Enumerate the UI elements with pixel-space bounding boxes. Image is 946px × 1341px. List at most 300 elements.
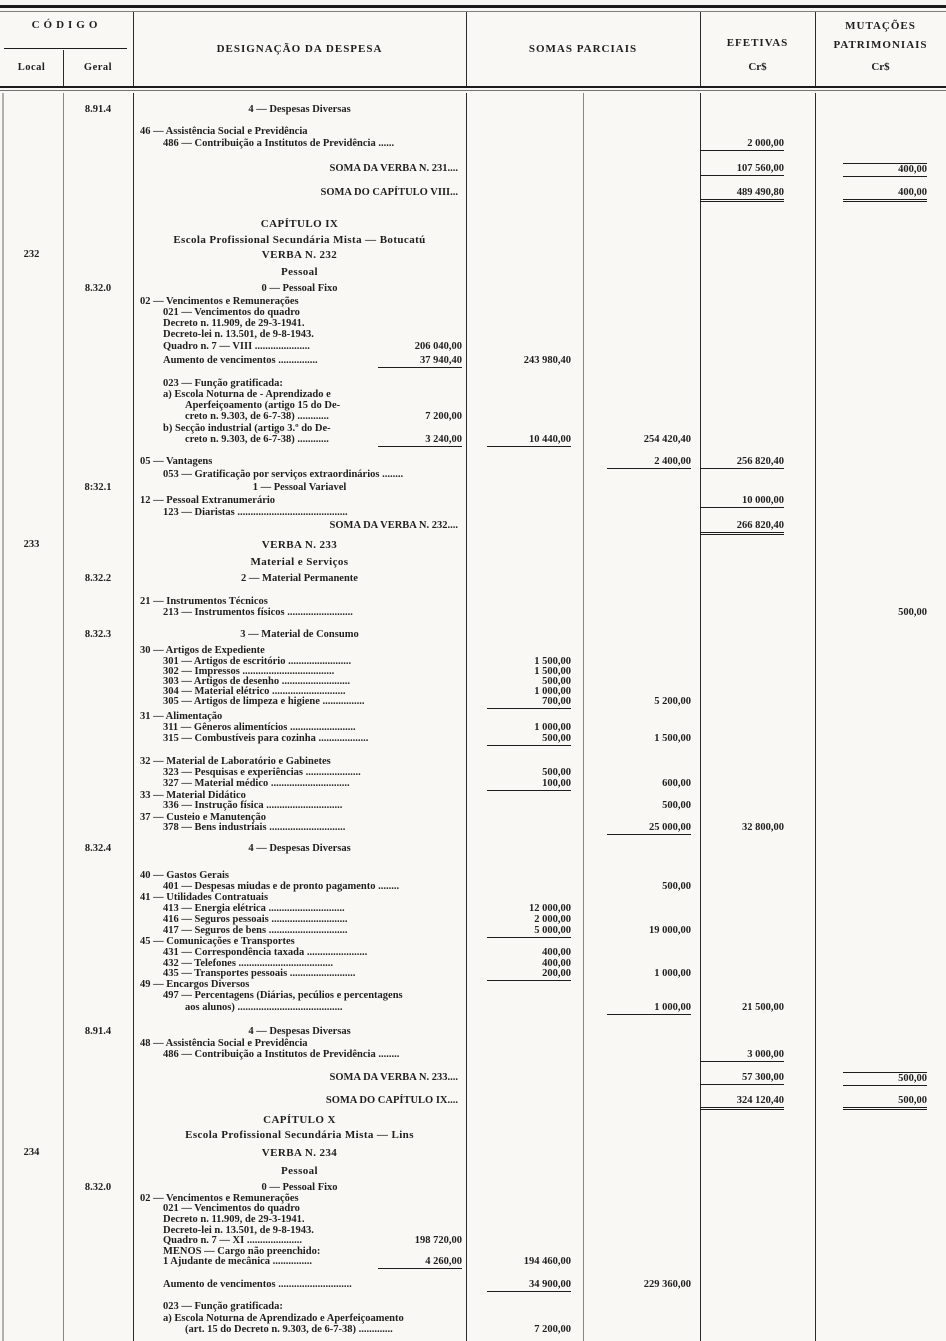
top-rule-heavy [0, 5, 946, 8]
amount-efetivas [700, 104, 815, 117]
designation-text: 49 — Encargos Diversos [140, 979, 250, 990]
amount-parcial-1 [466, 573, 583, 586]
designation-text: MENOS — Cargo não preenchido: [163, 1246, 321, 1257]
designation-text: 486 — Contribuição a Institutos de Previdência ...... [163, 138, 395, 149]
geral-code [63, 1279, 133, 1292]
designation-text: 40 — Gastos Gerais [140, 870, 229, 881]
designation-text: b) Secção industrial (artigo 3.º do De- [163, 423, 331, 434]
amount-parcial-2 [583, 1256, 700, 1269]
amount-parcial-1: 7 200,00 [534, 1324, 571, 1335]
amount-parcial-2 [583, 138, 700, 151]
table-row [0, 1002, 946, 1015]
designation-text: 416 — Seguros pessoais ............................. [163, 914, 348, 925]
table-row [0, 234, 946, 247]
amount-parcial-1 [466, 1114, 583, 1127]
header-mutacoes-line1: MUTAÇÕES [845, 20, 916, 32]
geral-code [63, 1095, 133, 1110]
amount-parcial-1: 12 000,00 [529, 903, 571, 914]
table-row [0, 733, 946, 746]
designation-text: 33 — Material Didático [140, 790, 246, 801]
table-row [0, 607, 946, 620]
amount-parcial-2: 600,00 [662, 778, 691, 789]
amount-parcial-2 [583, 104, 700, 117]
geral-code [63, 341, 133, 354]
amount-parcial-1: 100,00 [466, 778, 583, 791]
geral-code: 8.32.0 [84, 283, 112, 294]
table-row [0, 138, 946, 151]
amount-mutacoes [815, 482, 946, 495]
geral-code: 8:32.1 [84, 482, 112, 493]
designation-text: a) Escola Noturna de Aprendizado e Aperfeiçoamento [163, 1313, 404, 1324]
table-row [0, 539, 946, 552]
amount-mutacoes [815, 507, 946, 520]
amount-mutacoes [815, 1165, 946, 1178]
geral-code: 8.32.2 [84, 573, 112, 584]
amount-parcial-1 [466, 822, 583, 835]
amount-parcial-1: 400,00 [542, 947, 571, 958]
geral-code [63, 1165, 133, 1178]
table-row [0, 341, 946, 354]
geral-code [63, 469, 133, 482]
amount-mutacoes: 400,00 [815, 163, 946, 177]
amount-parcial-1: 1 500,00 [534, 666, 571, 677]
designation-text: Decreto-lei n. 13.501, de 9-8-1943. [163, 1225, 314, 1236]
designation-text: 417 — Seguros de bens .............................. [163, 925, 348, 936]
local-code: 232 [23, 249, 40, 260]
local-code [0, 1049, 63, 1062]
amount-mutacoes [815, 733, 946, 746]
amount-parcial-1 [466, 607, 583, 620]
amount-efetivas [700, 1324, 815, 1337]
designation-text: 4 — Despesas Diversas [248, 104, 351, 115]
designation-text: 48 — Assistência Social e Previdência [140, 1038, 308, 1049]
amount-efetivas [700, 434, 815, 447]
local-code [0, 507, 63, 520]
designation-text: Decreto n. 11.909, de 29-3-1941. [163, 1214, 305, 1225]
geral-code [63, 1049, 133, 1062]
geral-code [63, 822, 133, 835]
header-mutacoes-line2: PATRIMONIAIS [833, 39, 928, 51]
table-row [0, 456, 946, 469]
local-code [0, 520, 63, 535]
header-bottom-rule-thin [0, 90, 946, 91]
geral-code [63, 507, 133, 520]
local-code [0, 266, 63, 279]
amount-parcial-2 [583, 507, 700, 520]
amount-mutacoes: 500,00 [815, 1095, 946, 1110]
amount-parcial-2: 254 420,40 [643, 434, 691, 445]
amount-parcial-1 [466, 469, 583, 482]
local-code [0, 469, 63, 482]
amount-parcial-2 [583, 539, 700, 552]
designation-text: Quadro n. 7 — VIII ..................... 206 040,00 [163, 341, 462, 352]
header-divider-geral-designacao [133, 12, 134, 86]
designation-text: 401 — Despesas miudas e de pronto pagamento ........ [163, 881, 400, 892]
header-efetivas: EFETIVAS [726, 37, 789, 49]
local-code [0, 733, 63, 746]
amount-parcial-2 [583, 249, 700, 262]
designation-text: 301 — Artigos de escritório ........................ [163, 656, 352, 667]
amount-parcial-1: 500,00 [466, 733, 583, 746]
designation-text: 486 — Contribuição a Institutos de Previdência ........ [163, 1049, 400, 1060]
designation-text: SOMA DA VERBA N. 232.... [329, 520, 458, 531]
designation-text: 327 — Material médico .............................. [163, 778, 350, 789]
amount-efetivas: 21 500,00 [742, 1002, 784, 1013]
local-code: 233 [23, 539, 40, 550]
table-row [0, 1256, 946, 1269]
header-designacao: DESIGNAÇÃO DA DESPESA [216, 43, 383, 55]
table-row [0, 1165, 946, 1178]
amount-parcial-2: 25 000,00 [583, 822, 700, 835]
table-row [0, 1279, 946, 1292]
designation-text: VERBA N. 232 [261, 249, 338, 261]
geral-code [63, 1072, 133, 1086]
amount-mutacoes [815, 266, 946, 279]
amount-parcial-1 [466, 629, 583, 642]
local-code [0, 1114, 63, 1127]
amount-parcial-1: 2 000,00 [534, 914, 571, 925]
amount-mutacoes [815, 556, 946, 569]
amount-parcial-2 [583, 187, 700, 202]
table-row [0, 1072, 946, 1085]
local-code [0, 1256, 63, 1269]
amount-parcial-1 [466, 520, 583, 535]
amount-parcial-1: 5 000,00 [466, 925, 583, 938]
local-code [0, 163, 63, 177]
designation-text: 30 — Artigos de Expediente [140, 645, 265, 656]
amount-efetivas [700, 733, 815, 746]
header-codigo: CÓDIGO [31, 19, 102, 31]
amount-parcial-1: 200,00 [466, 968, 583, 981]
amount-efetivas: 32 800,00 [742, 822, 784, 833]
geral-code: 8.91.4 [84, 104, 112, 115]
amount-mutacoes [815, 629, 946, 642]
amount-efetivas [700, 283, 815, 296]
table-row [0, 696, 946, 709]
amount-parcial-1 [466, 104, 583, 117]
amount-parcial-1 [466, 1049, 583, 1062]
amount-parcial-2 [583, 1165, 700, 1178]
designation-text: 413 — Energia elétrica ............................. [163, 903, 345, 914]
table-row [0, 163, 946, 176]
designation-text: 302 — Impressos ................................... [163, 666, 335, 677]
amount-parcial-2 [583, 1049, 700, 1062]
amount-parcial-2 [583, 355, 700, 368]
designation-text: 023 — Função gratificada: [163, 378, 283, 389]
amount-parcial-2: 500,00 [662, 800, 691, 811]
local-code [0, 696, 63, 709]
header-geral: Geral [83, 62, 113, 73]
amount-parcial-2 [583, 520, 700, 535]
codigo-underline [4, 48, 127, 49]
local-code [0, 355, 63, 368]
designation-text: 323 — Pesquisas e experiências ..................... [163, 767, 361, 778]
amount-parcial-2 [583, 843, 700, 856]
amount-efetivas: 107 560,00 [700, 163, 815, 177]
header-efetivas-unit: Cr$ [748, 61, 767, 73]
amount-parcial-2 [583, 1095, 700, 1110]
amount-parcial-1: 243 980,40 [523, 355, 571, 366]
amount-efetivas: 2 000,00 [700, 138, 815, 151]
amount-parcial-1: 700,00 [466, 696, 583, 709]
table-row [0, 1324, 946, 1337]
amount-parcial-1: 500,00 [542, 767, 571, 778]
header-somas-parciais: SOMAS PARCIAIS [528, 43, 638, 55]
local-code [0, 1324, 63, 1337]
amount-mutacoes [815, 218, 946, 231]
table-row [0, 249, 946, 262]
amount-mutacoes [815, 1147, 946, 1160]
amount-parcial-2 [583, 1147, 700, 1160]
designation-text: 32 — Material de Laboratório e Gabinetes [140, 756, 331, 767]
designation-text: VERBA N. 233 [261, 539, 338, 551]
geral-code [63, 456, 133, 469]
header-bottom-rule-heavy [0, 86, 946, 88]
amount-mutacoes [815, 520, 946, 535]
geral-code [63, 234, 133, 247]
geral-code [63, 249, 133, 262]
geral-code [63, 1147, 133, 1160]
amount-efetivas [700, 482, 815, 495]
designation-text: 02 — Vencimentos e Remunerações [140, 296, 299, 307]
amount-efetivas: 266 820,40 [700, 520, 815, 535]
table-row [0, 104, 946, 117]
geral-code [63, 1324, 133, 1337]
amount-parcial-2 [583, 163, 700, 177]
table-row [0, 187, 946, 200]
amount-mutacoes [815, 283, 946, 296]
designation-text: (art. 15 do Decreto n. 9.303, de 6-7-38) ............. [185, 1324, 393, 1335]
amount-efetivas: 10 000,00 [700, 495, 815, 508]
geral-code [63, 355, 133, 368]
designation-text: a) Escola Noturna de - Aprendizado e [163, 389, 331, 400]
amount-parcial-2 [583, 234, 700, 247]
amount-efetivas [700, 539, 815, 552]
amount-efetivas [700, 341, 815, 354]
amount-efetivas [700, 573, 815, 586]
table-row [0, 355, 946, 368]
header-mutacoes-unit: Cr$ [871, 61, 890, 73]
table-row [0, 822, 946, 835]
amount-mutacoes [815, 249, 946, 262]
table-row [0, 434, 946, 447]
table-row [0, 629, 946, 642]
amount-efetivas [700, 607, 815, 620]
local-code [0, 607, 63, 620]
amount-mutacoes [815, 234, 946, 247]
designation-text: 435 — Transportes pessoais ......................... [163, 968, 356, 979]
amount-efetivas [700, 249, 815, 262]
amount-parcial-1 [466, 187, 583, 202]
geral-code [63, 163, 133, 177]
table-row [0, 573, 946, 586]
amount-parcial-1: 400,00 [542, 958, 571, 969]
designation-text: 303 — Artigos de desenho .......................... [163, 676, 350, 687]
amount-parcial-2 [583, 266, 700, 279]
designation-text: Decreto-lei n. 13.501, de 9-8-1943. [163, 329, 314, 340]
amount-parcial-1 [466, 234, 583, 247]
amount-mutacoes [815, 573, 946, 586]
header-divider-efetivas-mutacoes [815, 12, 816, 86]
local-code [0, 573, 63, 586]
local-code [0, 1095, 63, 1110]
local-code [0, 218, 63, 231]
amount-efetivas [700, 1147, 815, 1160]
local-code [0, 1072, 63, 1086]
amount-mutacoes [815, 355, 946, 368]
amount-mutacoes: 500,00 [898, 607, 927, 618]
amount-parcial-1 [466, 218, 583, 231]
local-code [0, 283, 63, 296]
designation-text: 432 — Telefones .................................... [163, 958, 334, 969]
amount-parcial-2: 1 000,00 [654, 968, 691, 979]
designation-text: Aumento de vencimentos ............... 37 940,40 [163, 355, 462, 366]
amount-parcial-1 [466, 843, 583, 856]
local-code [0, 434, 63, 447]
amount-parcial-1: 10 440,00 [466, 434, 583, 447]
amount-efetivas [700, 266, 815, 279]
table-row [0, 1114, 946, 1127]
local-code [0, 1279, 63, 1292]
designation-text: 4 — Despesas Diversas [248, 1026, 351, 1037]
local-code [0, 104, 63, 117]
amount-parcial-2 [583, 283, 700, 296]
amount-parcial-1 [466, 163, 583, 177]
amount-parcial-1 [466, 266, 583, 279]
designation-text: 1 — Pessoal Variavel [252, 482, 347, 493]
geral-code [63, 556, 133, 569]
designation-text: 021 — Vencimentos do quadro [163, 1203, 300, 1214]
amount-mutacoes [815, 138, 946, 151]
local-code: 234 [23, 1147, 40, 1158]
amount-efetivas [700, 234, 815, 247]
geral-code [63, 187, 133, 202]
designation-text: 053 — Gratificação por serviços extraordinários ........ [163, 469, 404, 480]
header-divider-somas-efetivas [700, 12, 701, 86]
amount-efetivas: 256 820,40 [700, 456, 815, 469]
amount-parcial-1 [466, 507, 583, 520]
amount-designation: 3 240,00 [378, 434, 462, 447]
amount-parcial-2 [583, 1114, 700, 1127]
designation-text: 2 — Material Permanente [241, 573, 358, 584]
geral-code: 8.32.0 [84, 1182, 112, 1193]
amount-designation: 37 940,40 [378, 355, 462, 368]
table-row [0, 469, 946, 482]
local-code [0, 482, 63, 495]
amount-parcial-2: 1 000,00 [583, 1002, 700, 1015]
amount-efetivas [700, 629, 815, 642]
geral-code [63, 218, 133, 231]
table-row [0, 1095, 946, 1108]
amount-efetivas [700, 1129, 815, 1142]
designation-text: 41 — Utilidades Contratuais [140, 892, 269, 903]
amount-parcial-2 [583, 341, 700, 354]
amount-parcial-2 [583, 1324, 700, 1337]
header-divider-local-geral [63, 50, 64, 86]
amount-mutacoes [815, 539, 946, 552]
designation-text: 21 — Instrumentos Técnicos [140, 596, 268, 607]
amount-designation: 206 040,00 [414, 341, 462, 352]
amount-parcial-1 [466, 1129, 583, 1142]
table-row [0, 218, 946, 231]
header-local: Local [17, 62, 46, 73]
amount-parcial-1 [466, 341, 583, 354]
amount-parcial-2: 2 400,00 [583, 456, 700, 469]
designation-text: 123 — Diaristas .......................................... [163, 507, 348, 518]
designation-text: Escola Profissional Secundária Mista — Lins [185, 1129, 414, 1141]
header-divider-designacao-somas [466, 12, 467, 86]
geral-code [63, 434, 133, 447]
amount-parcial-1 [466, 456, 583, 469]
amount-parcial-2 [583, 1072, 700, 1086]
amount-mutacoes [815, 1129, 946, 1142]
geral-code: 8.32.4 [84, 843, 112, 854]
amount-parcial-1 [466, 1072, 583, 1086]
geral-code [63, 1129, 133, 1142]
designation-text: 311 — Gêneros alimentícios ......................... [163, 722, 356, 733]
amount-parcial-1 [466, 1002, 583, 1015]
amount-parcial-1 [466, 249, 583, 262]
amount-parcial-1: 194 460,00 [523, 1256, 571, 1267]
amount-mutacoes: 500,00 [815, 1072, 946, 1086]
table-row [0, 482, 946, 495]
amount-parcial-2: 1 500,00 [654, 733, 691, 744]
amount-mutacoes: 400,00 [815, 187, 946, 202]
designation-text: 431 — Correspondência taxada ....................... [163, 947, 368, 958]
amount-efetivas [700, 355, 815, 368]
amount-efetivas [700, 1114, 815, 1127]
local-code [0, 843, 63, 856]
amount-mutacoes [815, 341, 946, 354]
amount-parcial-1 [466, 1165, 583, 1178]
geral-code: 8.91.4 [84, 1026, 112, 1037]
amount-efetivas [700, 1279, 815, 1292]
table-row [0, 507, 946, 520]
designation-text: SOMA DA VERBA N. 233.... [329, 1072, 458, 1083]
geral-code [63, 733, 133, 746]
local-code [0, 629, 63, 642]
designation-text: VERBA N. 234 [261, 1147, 338, 1159]
designation-text: CAPÍTULO X [263, 1114, 336, 1126]
designation-text: 3 — Material de Consumo [240, 629, 359, 640]
amount-efetivas [700, 696, 815, 709]
amount-parcial-1 [466, 482, 583, 495]
amount-designation: 4 260,00 [378, 1256, 462, 1269]
local-code [0, 822, 63, 835]
local-code [0, 556, 63, 569]
geral-code [63, 1114, 133, 1127]
table-row [0, 1049, 946, 1062]
amount-efetivas [700, 507, 815, 520]
geral-code [63, 696, 133, 709]
amount-parcial-2: 500,00 [662, 881, 691, 892]
designation-text: 4 — Despesas Diversas [248, 843, 351, 854]
amount-parcial-1: 500,00 [542, 676, 571, 687]
amount-parcial-2 [583, 1129, 700, 1142]
amount-parcial-1 [466, 283, 583, 296]
amount-parcial-2 [583, 629, 700, 642]
designation-text: 0 — Pessoal Fixo [261, 1182, 338, 1193]
designation-text: 05 — Vantagens [140, 456, 213, 467]
amount-parcial-2: 229 360,00 [643, 1279, 691, 1290]
designation-text: 45 — Comunicações e Transportes [140, 936, 295, 947]
designation-text: Escola Profissional Secundária Mista — Botucatú [173, 234, 426, 246]
designation-text: Aperfeiçoamento (artigo 15 do De- [185, 400, 341, 411]
amount-efetivas [700, 1256, 815, 1269]
amount-mutacoes [815, 434, 946, 447]
geral-code [63, 520, 133, 535]
amount-parcial-2 [583, 218, 700, 231]
